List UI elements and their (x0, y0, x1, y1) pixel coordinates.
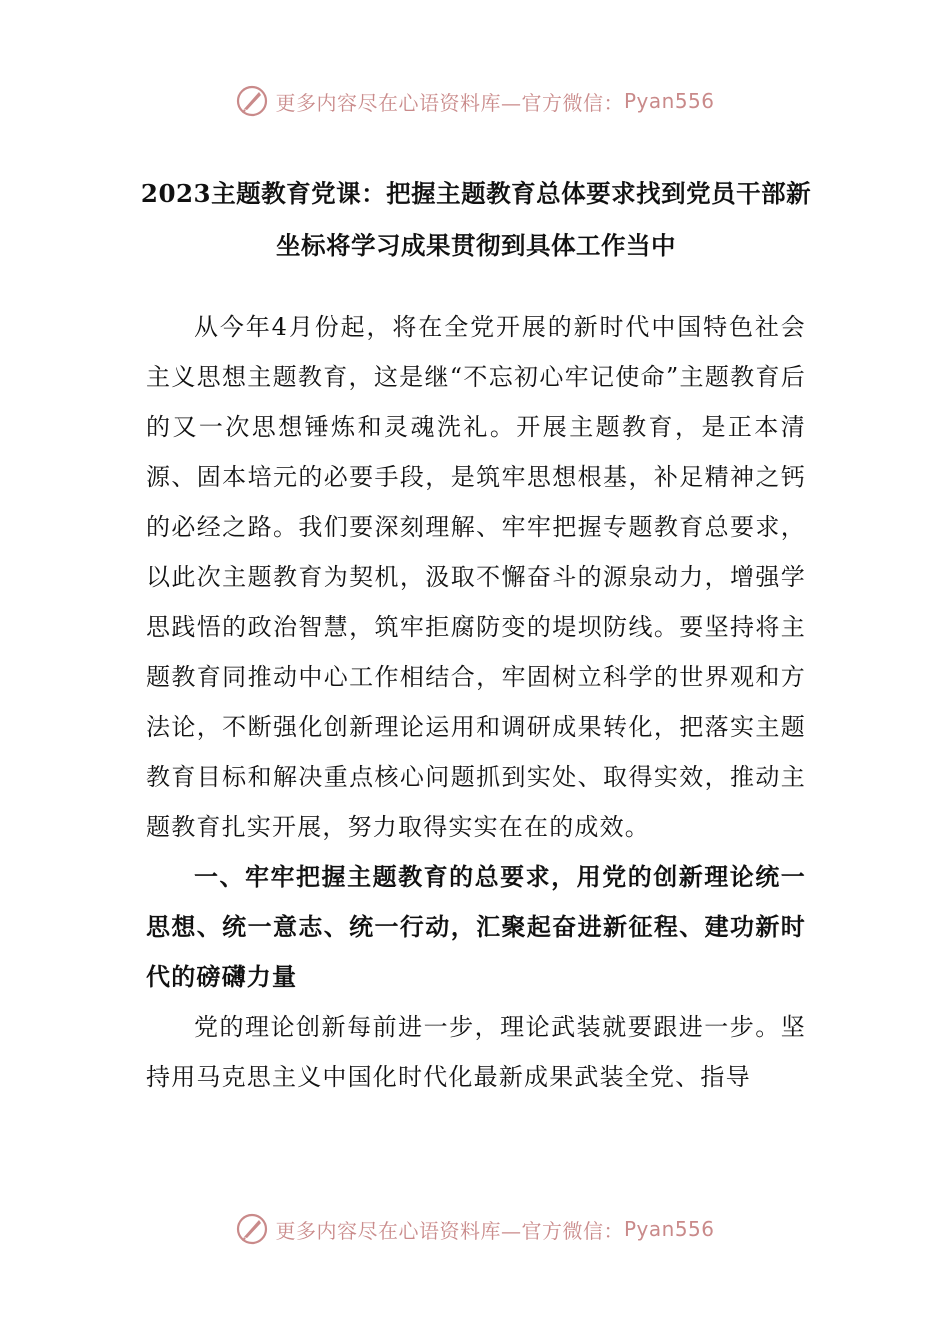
intro-paragraph: 从今年4月份起，将在全党开展的新时代中国特色社会主义思想主题教育，这是继“不忘初心牢记使命”主题教育后的又一次思想锤炼和灵魂洗礼。开展主题教育，是正本清源、固本培元的必要手段，是筑牢思想根基，补足精神之钙的必经之路。我们要深刻理解、牢牢把握专题教育总要求，以此次主题教育为契机，汲取不懈奋斗的源泉动力，增强学思践悟的政治智慧，筑牢拒腐防变的堤坝防线。要坚持将主题教育同推动中心工作相结合，牢固树立科学的世界观和方法论，不断强化创新理论运用和调研成果转化，把落实主题教育目标和解决重点核心问题抓到实处、取得实效，推动主题教育扎实开展，努力取得实实在在的成效。 (146, 313, 806, 841)
document-body (140, 168, 812, 1102)
quill-logo-icon (235, 84, 269, 118)
section-paragraph: 党的理论创新每前进一步，理论武装就要跟进一步。坚持用马克思主义中国化时代化最新成果武装全党、指导 (146, 1013, 806, 1091)
quill-logo-icon (235, 1212, 269, 1246)
footer-watermark (0, 1212, 950, 1246)
watermark-text: 更多内容尽在心语资料库—官方微信： (275, 1218, 624, 1243)
document-title: 2023主题教育党课：把握主题教育总体要求找到党员干部新坐标将学习成果贯彻到具体工作当中 (140, 179, 812, 260)
watermark-wechat-id: Pyan556 (623, 1217, 715, 1241)
watermark-text: 更多内容尽在心语资料库—官方微信： (275, 90, 624, 115)
header-watermark (0, 84, 950, 118)
watermark-wechat-id: Pyan556 (623, 89, 715, 113)
section-heading: 一、牢牢把握主题教育的总要求，用党的创新理论统一思想、统一意志、统一行动，汇聚起奋进新征程、建功新时代的磅礴力量 (146, 862, 806, 991)
